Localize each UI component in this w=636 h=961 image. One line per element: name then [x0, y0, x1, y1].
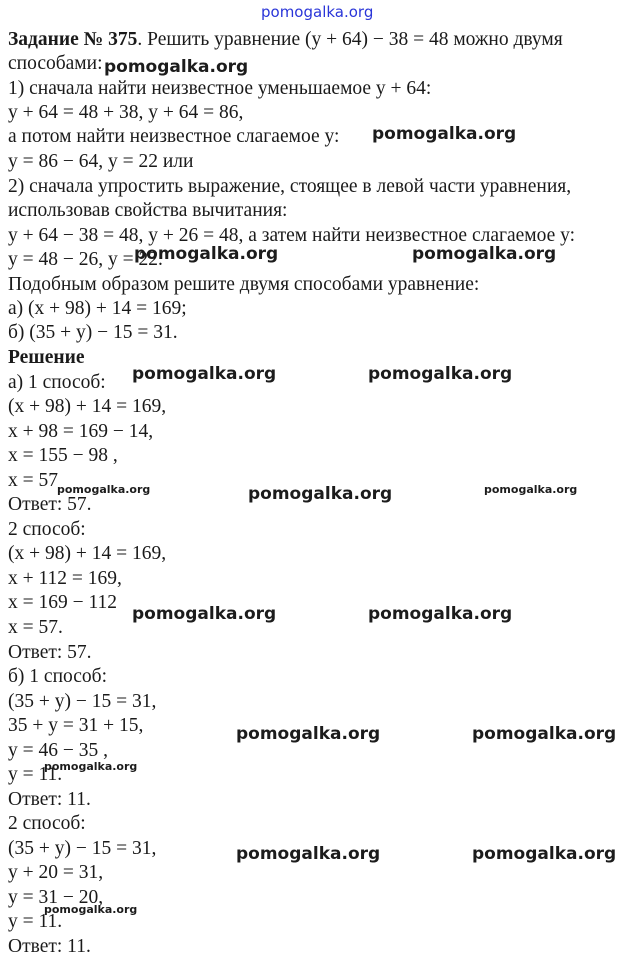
watermark: pomogalka.org: [132, 364, 277, 384]
solution-line: 35 + у = 31 + 15,: [8, 715, 144, 736]
watermark: pomogalka.org: [368, 364, 513, 384]
solution-line: х = 57.: [8, 617, 63, 638]
solution-answer: Ответ: 57.: [8, 494, 92, 515]
task-line: у = 86 − 64, у = 22 или: [8, 151, 194, 172]
task-line: Подобным образом решите двумя способами уравнение:: [8, 274, 480, 295]
watermark: pomogalka.org: [134, 244, 279, 264]
task-line: а) (х + 98) + 14 = 169;: [8, 298, 187, 319]
solution-line: х = 155 − 98 ,: [8, 445, 118, 466]
task-line: у + 64 − 38 = 48, у + 26 = 48, а затем найти неизвестное слагаемое у:: [8, 225, 576, 246]
task-line: 1) сначала найти неизвестное уменьшаемое у + 64:: [8, 78, 432, 99]
solution-line: б) 1 способ:: [8, 666, 107, 687]
watermark: pomogalka.org: [104, 57, 249, 77]
watermark: pomogalka.org: [132, 604, 277, 624]
watermark: pomogalka.org: [44, 760, 138, 773]
watermark: pomogalka.org: [372, 124, 517, 144]
solution-line: у + 20 = 31,: [8, 862, 104, 883]
watermark: pomogalka.org: [57, 483, 151, 496]
watermark: pomogalka.org: [412, 244, 557, 264]
solution-line: х + 98 = 169 − 14,: [8, 421, 154, 442]
watermark: pomogalka.org: [472, 724, 617, 744]
solution-answer: Ответ: 11.: [8, 936, 91, 957]
task-line: использовав свойства вычитания:: [8, 200, 288, 221]
task-line: 2) сначала упростить выражение, стоящее в левой части уравнения,: [8, 176, 572, 197]
watermark: pomogalka.org: [236, 724, 381, 744]
solution-line: (х + 98) + 14 = 169,: [8, 396, 167, 417]
solution-line: 2 способ:: [8, 519, 86, 540]
solution-line: (35 + у) − 15 = 31,: [8, 691, 157, 712]
task-intro-line: [8, 28, 563, 52]
solution-line: (35 + у) − 15 = 31,: [8, 838, 157, 859]
solution-line: а) 1 способ:: [8, 372, 106, 393]
task-intro-text: . Решить уравнение (у + 64) − 38 = 48 можно двумя: [137, 29, 563, 50]
solution-line: х + 112 = 169,: [8, 568, 122, 589]
solution-line: 2 способ:: [8, 813, 86, 834]
task-line: б) (35 + у) − 15 = 31.: [8, 322, 178, 343]
task-line: у = 48 − 26, у = 22.: [8, 249, 163, 270]
watermark: pomogalka.org: [248, 484, 393, 504]
solution-line: у = 11.: [8, 764, 63, 785]
solution-line: у = 46 − 35 ,: [8, 740, 108, 761]
watermark: pomogalka.org: [44, 903, 138, 916]
watermark: pomogalka.org: [484, 483, 578, 496]
task-line: у + 64 = 48 + 38, у + 64 = 86,: [8, 102, 244, 123]
watermark: pomogalka.org: [236, 844, 381, 864]
task-number: Задание № 375: [8, 29, 138, 50]
task-line: а потом найти неизвестное слагаемое у:: [8, 126, 340, 147]
solution-line: х = 169 − 112: [8, 592, 118, 613]
header-site-link[interactable]: pomogalka.org: [261, 3, 374, 21]
solution-answer: Ответ: 57.: [8, 642, 92, 663]
watermark: pomogalka.org: [472, 844, 617, 864]
solution-answer: Ответ: 11.: [8, 789, 91, 810]
solution-line: у = 11.: [8, 911, 63, 932]
solution-line: у = 31 − 20,: [8, 887, 104, 908]
watermark: pomogalka.org: [368, 604, 513, 624]
task-intro-cont: способами:: [8, 53, 103, 74]
solution-line: х = 57: [8, 470, 58, 491]
solution-heading: Решение: [8, 347, 85, 368]
solution-line: (х + 98) + 14 = 169,: [8, 543, 167, 564]
